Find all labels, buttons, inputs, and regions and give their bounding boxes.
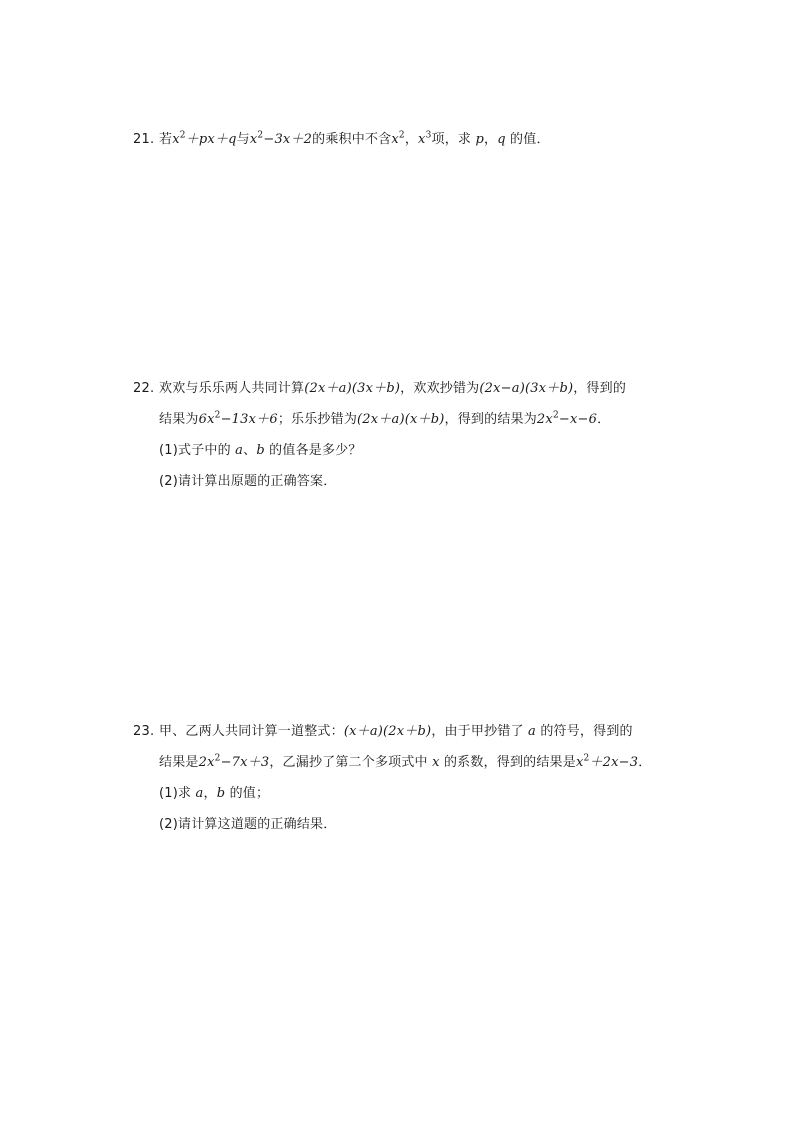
- problem-23-part-2: [159, 815, 336, 835]
- problem-text: [159, 132, 550, 147]
- problem-21-line-1: [133, 130, 550, 150]
- problem-22-part-1: [159, 441, 362, 461]
- text-run: ，: [404, 132, 419, 147]
- text-run: ，乙漏抄了第二个多项式中: [269, 755, 433, 770]
- text-run: ．: [597, 412, 611, 427]
- problem-23-part-1: [159, 784, 269, 804]
- math-expression: q: [497, 132, 506, 147]
- text-run: 项，求: [431, 132, 476, 147]
- problem-subquestion: [159, 786, 269, 801]
- problem-22-part-2: [159, 472, 336, 492]
- math-expression: b: [256, 443, 265, 458]
- text-run: (1)式子中的: [159, 443, 236, 458]
- text-run: 的值．: [505, 132, 550, 147]
- text-run: 若: [159, 132, 173, 147]
- problem-23-line-1: [133, 722, 633, 742]
- math-expression: $x^3$: [418, 130, 432, 147]
- problem-number: 23.: [133, 724, 155, 739]
- text-run: 欢欢与乐乐两人共同计算: [159, 381, 305, 396]
- text-run: 的乘积中不含: [312, 132, 392, 147]
- math-expression: $x^2+px+q$: [172, 130, 237, 147]
- text-run: 的值各是多少？: [264, 443, 362, 458]
- text-run: 与: [236, 132, 250, 147]
- math-expression: $2x^2-x-6$: [536, 410, 598, 427]
- math-expression: (2x＋a)(x＋b): [357, 412, 445, 427]
- problem-23-line-2: [159, 753, 651, 773]
- text-run: ，得到的结果为: [444, 412, 537, 427]
- text-run: 的值；: [225, 786, 270, 801]
- problem-22-line-1: [133, 379, 626, 399]
- text-run: 的系数，得到的结果是: [439, 755, 576, 770]
- math-expression: (x＋a)(2x＋b): [343, 724, 432, 739]
- problem-22-line-2: [159, 410, 610, 430]
- math-expression: $x^2-3x+2$: [249, 130, 313, 147]
- math-expression: $2x^2-7x+3$: [198, 753, 270, 770]
- math-expression: $6x^2-13x+6$: [198, 410, 278, 427]
- math-expression: $x^2+2x-3$: [575, 753, 639, 770]
- text-run: ，得到的: [573, 381, 627, 396]
- math-expression: a: [195, 786, 204, 801]
- text-run: 结果为: [159, 412, 199, 427]
- problem-number: 22.: [133, 381, 155, 396]
- math-expression: p: [475, 132, 484, 147]
- text-run: ；乐乐抄错为: [277, 412, 358, 427]
- text-run: ，: [483, 132, 498, 147]
- math-expression: b: [216, 786, 226, 801]
- text-run: ，欢欢抄错为: [400, 381, 480, 396]
- problem-text: [159, 724, 633, 739]
- text-run: ，由于甲抄错了: [431, 724, 529, 739]
- math-expression: a: [235, 443, 244, 458]
- problem-number: 21.: [133, 132, 155, 147]
- text-run: (2)请计算出原题的正确答案．: [159, 474, 337, 489]
- text-run: 结果是: [159, 755, 199, 770]
- text-run: (2)请计算这道题的正确结果．: [159, 817, 337, 832]
- math-expression: a: [528, 724, 536, 739]
- problem-text: [159, 381, 626, 396]
- text-run: 的符号，得到的: [536, 724, 633, 739]
- problem-subquestion: [159, 443, 362, 458]
- text-run: 、: [243, 443, 257, 458]
- math-expression: x: [432, 755, 440, 770]
- problem-subquestion: [159, 817, 336, 832]
- text-run: ，: [203, 786, 217, 801]
- text-run: 甲、乙两人共同计算一道整式：: [159, 724, 344, 739]
- math-expression: $x^2$: [391, 130, 405, 147]
- problem-text: [159, 755, 651, 770]
- problem-text: [159, 412, 610, 427]
- text-run: ．: [638, 755, 652, 770]
- math-expression: (2x−a)(3x＋b): [479, 381, 574, 396]
- text-run: (1)求: [159, 786, 196, 801]
- math-expression: (2x＋a)(3x＋b): [304, 381, 401, 396]
- problem-subquestion: [159, 474, 336, 489]
